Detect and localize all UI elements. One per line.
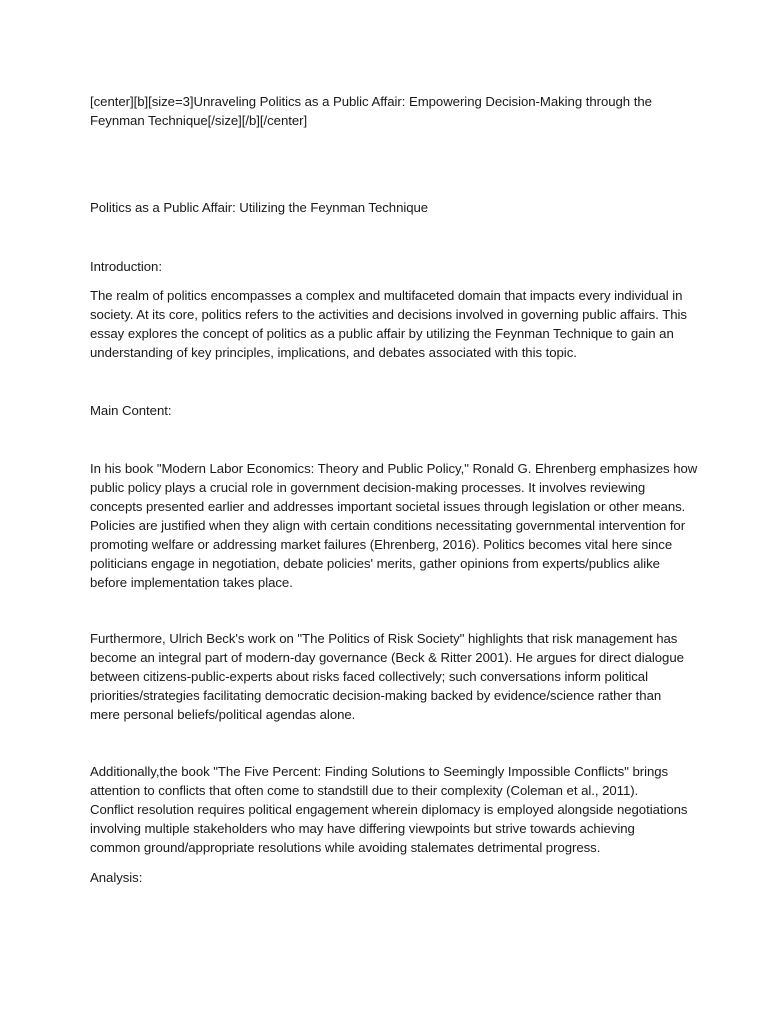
paragraph-line: before implementation takes place. [90,575,293,590]
title-line: [center][b][size=3]Unraveling Politics as a Public Affair: Empowering Decision-Making through the [90,94,652,109]
analysis-heading-text: Analysis: [90,870,143,885]
paragraph-line: concepts presented earlier and addresses important societal issues through legislation or other means. [90,499,686,514]
paragraph-line: Policies are justified when they align with certain conditions necessitating governmental intervention for [90,518,686,533]
paragraph-five-percent [90,762,690,857]
paragraph-line: understanding of key principles, implications, and debates associated with this topic. [90,345,577,360]
paragraph-line: essay explores the concept of politics as a public affair by utilizing the Feynman Technique to gain an [90,326,674,341]
title-line: Feynman Technique[/size][/b][/center] [90,113,308,128]
paragraph-line: public policy plays a crucial role in government decision-making processes. It involves reviewing [90,480,646,495]
introduction-heading [90,257,690,276]
paragraph-line: attention to conflicts that often come to standstill due to their complexity (Coleman et al., 2011). [90,783,639,798]
introduction-paragraph [90,286,690,362]
document-subtitle [90,198,690,217]
paragraph-line: society. At its core, politics refers to the activities and decisions involved in governing public affairs. This [90,307,687,322]
paragraph-line: Conflict resolution requires political engagement wherein diplomacy is employed alongside negotiations [90,802,688,817]
main-content-heading-text: Main Content: [90,403,172,418]
paragraph-line: involving multiple stakeholders who may have differing viewpoints but strive towards achieving [90,821,635,836]
main-content-heading [90,401,690,420]
paragraph-line: common ground/appropriate resolutions while avoiding stalemates detrimental progress. [90,840,601,855]
paragraph-line: become an integral part of modern-day governance (Beck & Ritter 2001). He argues for direct dialogue [90,650,684,665]
paragraph-line: Furthermore, Ulrich Beck's work on "The Politics of Risk Society" highlights that risk management has [90,631,678,646]
introduction-heading-text: Introduction: [90,259,162,274]
paragraph-line: politicians engage in negotiation, debate policies' merits, gather opinions from experts/publics alike [90,556,660,571]
paragraph-line: In his book "Modern Labor Economics: Theory and Public Policy," Ronald G. Ehrenberg emphasizes how [90,461,698,476]
paragraph-line: promoting welfare or addressing market failures (Ehrenberg, 2016). Politics becomes vital here since [90,537,673,552]
paragraph-line: mere personal beliefs/political agendas alone. [90,707,356,722]
paragraph-labor-economics [90,459,698,592]
paragraph-risk-society [90,629,690,724]
subtitle-text: Politics as a Public Affair: Utilizing the Feynman Technique [90,200,429,215]
paragraph-line: between citizens-public-experts about risks faced collectively; such conversations inform political [90,669,648,684]
analysis-heading [90,868,690,887]
paragraph-line: Additionally,the book "The Five Percent: Finding Solutions to Seemingly Impossible Conflicts" brings [90,764,669,779]
paragraph-line: The realm of politics encompasses a complex and multifaceted domain that impacts every individual in [90,288,683,303]
paragraph-line: priorities/strategies facilitating democratic decision-making backed by evidence/science rather than [90,688,662,703]
document-title [90,92,690,130]
